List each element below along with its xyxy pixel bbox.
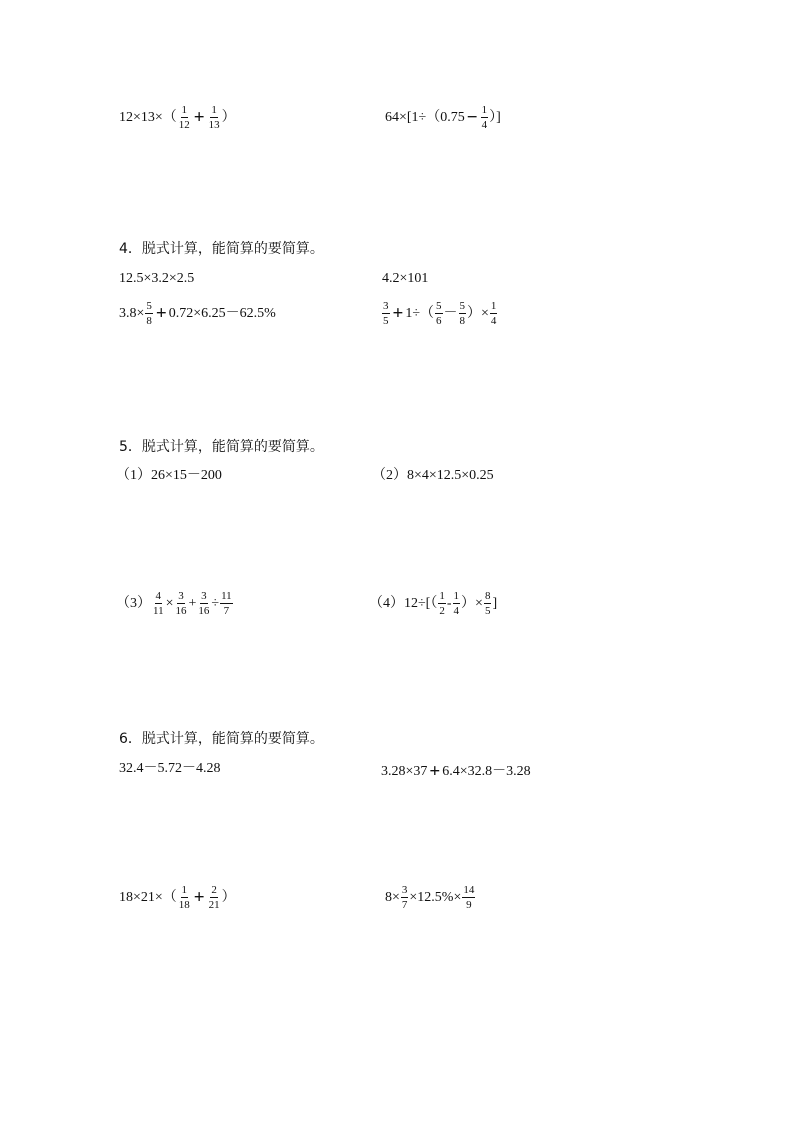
numerator: 3 (382, 300, 390, 314)
numerator: 1 (210, 104, 218, 118)
text: ）× (461, 595, 483, 611)
plus-operator: + (193, 887, 205, 909)
problem-6a (119, 762, 221, 776)
numerator: 1 (481, 104, 489, 118)
text: （2）8×4×12.5×0.25 (372, 468, 494, 483)
fraction (152, 590, 165, 617)
text: 18×21×（ (119, 889, 177, 905)
problem-4a (119, 272, 194, 286)
fraction (178, 884, 191, 911)
text: 12×13×（ (119, 109, 177, 125)
problem-4c (119, 300, 276, 327)
numerator: 14 (462, 884, 475, 898)
text: 4.2×101 (382, 271, 429, 286)
numerator: 5 (459, 300, 467, 314)
problem-6b (381, 762, 531, 781)
denominator: 21 (208, 899, 220, 912)
numerator: 1 (490, 300, 498, 314)
numerator: 1 (438, 590, 446, 604)
text: 6.4×32.8－3.28 (442, 763, 531, 779)
plus-operator: + (188, 595, 197, 611)
text: 8× (385, 889, 400, 905)
fraction (178, 104, 191, 131)
text: （3） (116, 595, 151, 611)
fraction (208, 104, 221, 131)
denominator: 7 (401, 899, 408, 912)
plus-operator: + (155, 303, 167, 325)
divide-operator: ÷ (211, 595, 220, 611)
problem-5c (116, 590, 234, 617)
section-6-heading: 6．脱式计算，能简算的要简算。 (119, 731, 324, 747)
text: 12.5×3.2×2.5 (119, 271, 195, 286)
times-operator: × (165, 595, 174, 611)
plus-operator: + (193, 107, 205, 129)
fraction (197, 590, 210, 617)
text: 1÷（ (405, 305, 435, 321)
numerator: 5 (435, 300, 443, 314)
numerator: 3 (401, 884, 409, 898)
denominator: 8 (459, 315, 466, 328)
problem-top-a (119, 104, 236, 131)
text: ] (492, 595, 498, 611)
plus-operator: + (392, 303, 404, 325)
text: ）] (489, 109, 501, 125)
text: ） (221, 889, 236, 905)
fraction (481, 104, 489, 131)
numerator: 3 (200, 590, 208, 604)
numerator: 1 (181, 104, 189, 118)
minus-operator: − (466, 107, 478, 129)
section-5-heading: 5．脱式计算，能简算的要简算。 (119, 439, 324, 455)
denominator: 4 (453, 605, 460, 618)
problem-5b (372, 469, 494, 483)
denominator: 16 (175, 605, 187, 618)
numerator: 2 (210, 884, 218, 898)
numerator: 4 (155, 590, 163, 604)
fraction (208, 884, 221, 911)
numerator: 1 (453, 590, 461, 604)
fraction (484, 590, 492, 617)
text: 32.4－5.72－4.28 (119, 761, 221, 776)
text: ） (221, 109, 236, 125)
problem-4b (382, 272, 428, 286)
denominator: 6 (436, 315, 442, 328)
problem-5a (116, 469, 222, 483)
fraction (401, 884, 409, 911)
numerator: 8 (484, 590, 492, 604)
fraction (438, 590, 446, 617)
text: （1）26×15－200 (116, 468, 222, 483)
denominator: 4 (490, 315, 497, 328)
text: 0.72×6.25－62.5% (168, 305, 276, 321)
denominator: 4 (481, 119, 488, 132)
text: 3.8× (119, 305, 145, 321)
text: ）× (467, 305, 489, 321)
text: （4）12÷[（ (369, 595, 438, 611)
problem-top-b (385, 104, 501, 131)
denominator: 7 (223, 605, 230, 618)
denominator: 8 (146, 315, 152, 328)
fraction (175, 590, 188, 617)
denominator: 2 (439, 605, 445, 618)
denominator: 5 (383, 315, 389, 328)
numerator: 3 (177, 590, 185, 604)
fraction (145, 300, 153, 327)
minus-operator: － (443, 305, 458, 321)
plus-operator: + (429, 761, 441, 782)
numerator: 5 (145, 300, 153, 314)
problem-4d (381, 300, 498, 327)
fraction (462, 884, 475, 911)
fraction (490, 300, 498, 327)
denominator: 5 (484, 605, 491, 618)
fraction (459, 300, 467, 327)
denominator: 9 (466, 899, 472, 912)
fraction (453, 590, 461, 617)
minus-operator: - (446, 595, 452, 611)
text: 3.28×37 (381, 763, 428, 779)
text: 64×[1÷（0.75 (385, 109, 465, 125)
denominator: 13 (208, 119, 220, 132)
text: ×12.5%× (409, 889, 462, 905)
denominator: 11 (153, 605, 164, 618)
fraction (220, 590, 233, 617)
denominator: 18 (178, 899, 190, 912)
section-4-heading: 4．脱式计算，能简算的要简算。 (119, 241, 324, 257)
problem-6c (119, 884, 236, 911)
numerator: 11 (220, 590, 233, 604)
fraction (435, 300, 443, 327)
fraction (382, 300, 390, 327)
problem-5d (369, 590, 497, 617)
problem-6d (385, 884, 476, 911)
numerator: 1 (181, 884, 189, 898)
denominator: 16 (198, 605, 210, 618)
denominator: 12 (178, 119, 190, 132)
